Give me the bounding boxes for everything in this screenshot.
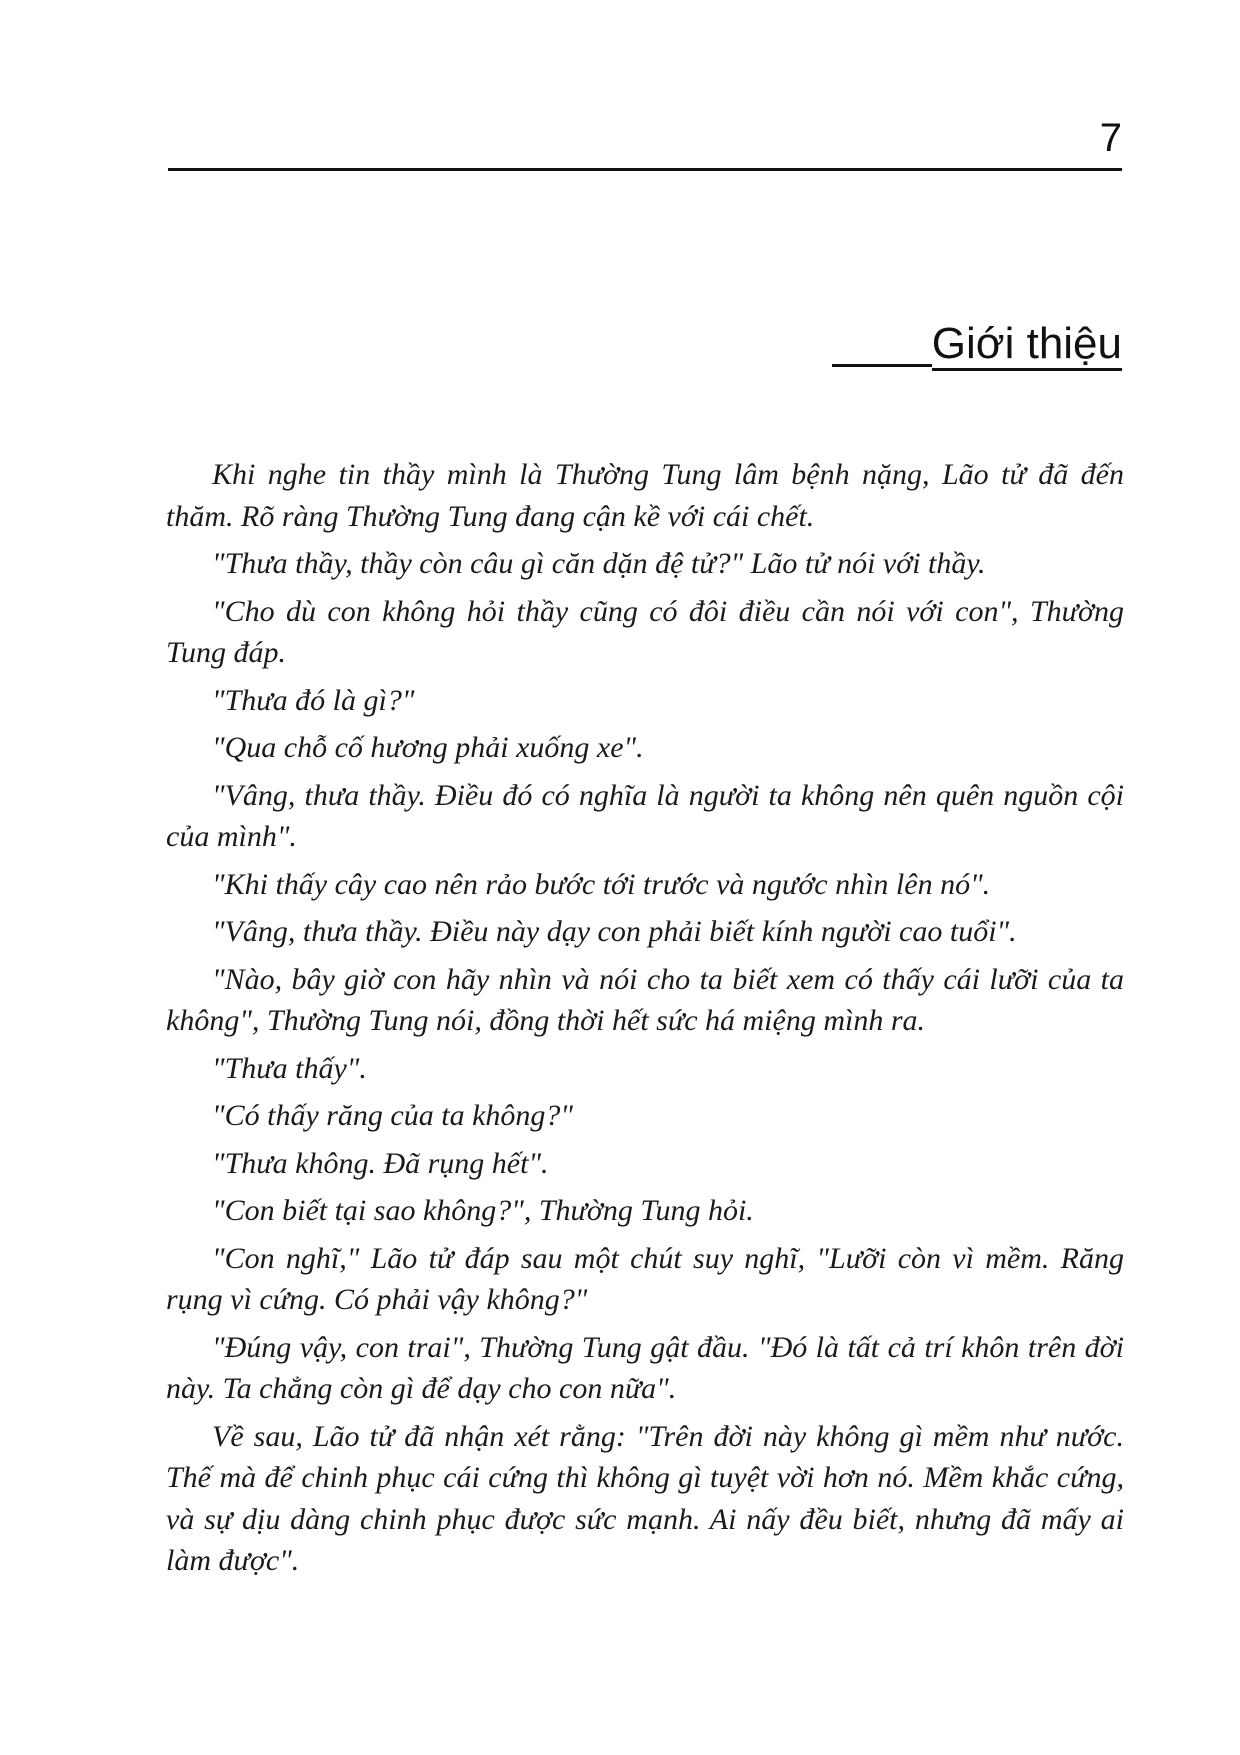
paragraph: "Cho dù con không hỏi thầy cũng có đôi điều cần nói với con", Thường Tung đáp.	[166, 594, 1124, 669]
paragraph: "Vâng, thưa thầy. Điều đó có nghĩa là người ta không nên quên nguồn cội của mình".	[166, 778, 1124, 853]
paragraph: "Thưa không. Đã rụng hết".	[212, 1146, 549, 1180]
paragraph: "Thưa thấy".	[212, 1051, 367, 1085]
header-rule	[168, 168, 1122, 171]
heading-lead-line	[832, 364, 932, 367]
paragraph: "Đúng vậy, con trai", Thường Tung gật đầu. "Đó là tất cả trí khôn trên đời này. Ta chẳng còn gì để dạy cho con nữa".	[166, 1330, 1124, 1405]
section-heading: Giới thiệu	[932, 322, 1122, 371]
paragraph: "Thưa đó là gì?"	[212, 683, 415, 717]
page-number: 7	[1099, 116, 1122, 160]
body-text	[166, 454, 1124, 1588]
section-heading-block	[832, 319, 1122, 371]
paragraph: "Thưa thầy, thầy còn câu gì căn dặn đệ tử?" Lão tử nói với thầy.	[212, 547, 986, 580]
paragraph: Về sau, Lão tử đã nhận xét rằng: "Trên đời này không gì mềm như nước. Thế mà để chinh phục cái cứng thì không gì tuyệt vời hơn nó. Mềm khắc cứng, và sự dịu dàng chinh phục được sức mạnh. Ai nấy đều biết, nhưng đã mấy ai làm được".	[166, 1419, 1124, 1577]
paragraph: "Con biết tại sao không?", Thường Tung hỏi.	[212, 1194, 754, 1227]
paragraph: Khi nghe tin thầy mình là Thường Tung lâm bệnh nặng, Lão tử đã đến thăm. Rõ ràng Thường Tung đang cận kề với cái chết.	[166, 458, 1124, 533]
paragraph: "Có thấy răng của ta không?"	[212, 1099, 573, 1132]
paragraph: "Khi thấy cây cao nên rảo bước tới trước và ngước nhìn lên nó".	[212, 867, 991, 901]
paragraph: "Vâng, thưa thầy. Điều này dạy con phải biết kính người cao tuổi".	[212, 915, 1017, 948]
paragraph: "Nào, bây giờ con hãy nhìn và nói cho ta biết xem có thấy cái lưỡi của ta không", Thường Tung nói, đồng thời hết sức há miệng mình ra.	[166, 962, 1124, 1037]
paragraph: "Con nghĩ," Lão tử đáp sau một chút suy nghĩ, "Lưỡi còn vì mềm. Răng rụng vì cứng. Có phải vậy không?"	[166, 1241, 1124, 1316]
paragraph: "Qua chỗ cố hương phải xuống xe".	[212, 731, 644, 764]
